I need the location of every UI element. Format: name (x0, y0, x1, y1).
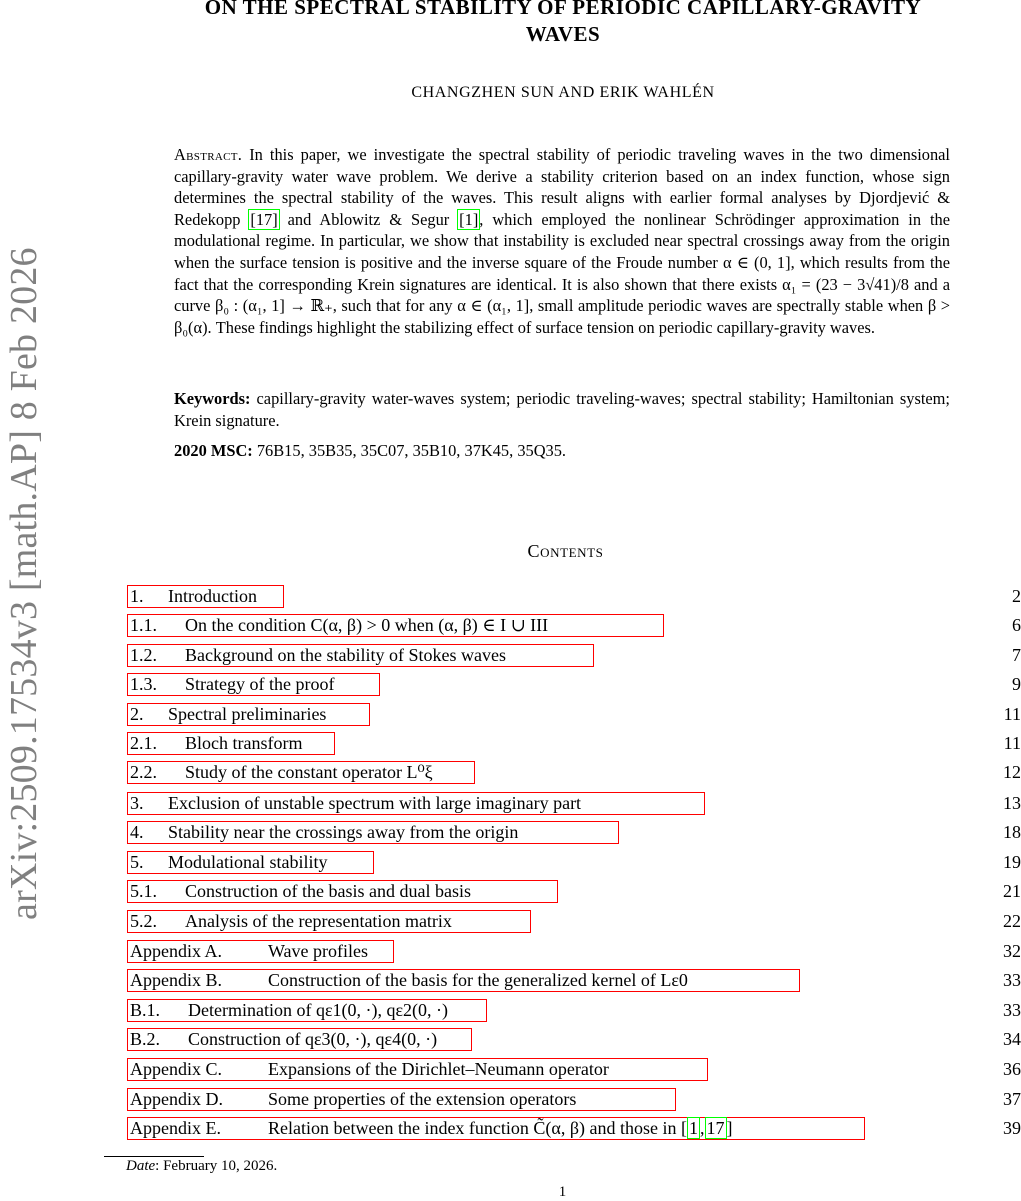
toc-page: 18 (1003, 822, 1021, 842)
toc-entry (127, 999, 1021, 1025)
toc-entry (127, 614, 1021, 640)
footnote-rule (104, 1156, 204, 1157)
toc-link[interactable]: B.1. Determination of qε1(0, ·), qε2(0, ·) (127, 999, 487, 1022)
toc-link[interactable]: Appendix B. Construction of the basis for the generalized kernel of Lε0 (127, 969, 800, 992)
toc-link[interactable]: 5.1. Construction of the basis and dual basis (127, 880, 558, 903)
toc-page: 12 (1003, 762, 1021, 782)
toc-entry (127, 761, 1021, 787)
toc-page: 11 (1003, 733, 1021, 753)
toc-page: 13 (1003, 793, 1021, 813)
toc-page: 11 (1003, 704, 1021, 724)
footnote-text: : February 10, 2026. (155, 1158, 278, 1174)
toc-page: 19 (1003, 852, 1021, 872)
toc-page: 6 (1012, 615, 1021, 635)
toc-entry (127, 969, 1021, 995)
toc-entry (127, 821, 1021, 847)
toc-link[interactable]: 4. Stability near the crossings away from the origin (127, 821, 619, 844)
citation-1[interactable]: 1 (689, 1118, 698, 1138)
toc-entry (127, 644, 1021, 670)
toc-page: 7 (1012, 645, 1021, 665)
toc-entry (127, 792, 1021, 818)
toc-page: 2 (1012, 586, 1021, 606)
citation-1[interactable]: [1] (459, 209, 479, 229)
toc-page: 36 (1003, 1059, 1021, 1079)
toc-link[interactable]: B.2. Construction of qε3(0, ·), qε4(0, ·) (127, 1028, 472, 1051)
title-line-2: WAVES (525, 22, 601, 46)
toc-link[interactable]: 5.2. Analysis of the representation matrix (127, 910, 531, 933)
toc-link[interactable]: 3. Exclusion of unstable spectrum with large imaginary part (127, 792, 705, 815)
page-number: 1 (558, 1184, 567, 1200)
citation-17[interactable]: [17] (250, 209, 278, 229)
authors: CHANGZHEN SUN AND ERIK WAHLÉN (411, 84, 715, 101)
toc-entry (127, 732, 1021, 758)
msc-codes (174, 440, 950, 462)
toc-link[interactable]: 1.1. On the condition C(α, β) > 0 when (α, β) ∈ I ∪ III (127, 614, 664, 637)
toc-page: 32 (1003, 941, 1021, 961)
contents-heading: Contents (527, 541, 604, 561)
toc-entry (127, 1058, 1021, 1084)
footnote-label: Date (126, 1158, 156, 1174)
toc-page: 33 (1003, 970, 1021, 990)
toc-link[interactable]: 1.3. Strategy of the proof (127, 673, 380, 696)
toc-link[interactable]: 1. Introduction (127, 585, 284, 608)
toc-entry (127, 1028, 1021, 1054)
msc-text: 76B15, 35B35, 35C07, 35B10, 37K45, 35Q35. (252, 441, 567, 460)
toc-link[interactable]: 2.2. Study of the constant operator L⁰ξ (127, 761, 475, 784)
toc-link[interactable]: Appendix A. Wave profiles (127, 940, 394, 963)
arxiv-stamp: arXiv:2509.17534v3 [math.AP] 8 Feb 2026 (3, 247, 45, 920)
toc-entry (127, 880, 1021, 906)
toc-page: 21 (1003, 881, 1021, 901)
toc-entry (127, 851, 1021, 877)
title-line-1: ON THE SPECTRAL STABILITY OF PERIODIC CAPILLARY-GRAVITY (204, 0, 922, 19)
toc-link[interactable]: 5. Modulational stability (127, 851, 374, 874)
toc-entry (127, 1088, 1021, 1114)
toc-page: 33 (1003, 1000, 1021, 1020)
keywords-text: capillary-gravity water-waves system; periodic traveling-waves; spectral stability; Hamiltonian system; Krein signature. (174, 389, 950, 430)
citation-17[interactable]: 17 (706, 1118, 725, 1138)
abstract-text-2: and Ablowitz & Segur (278, 209, 459, 229)
abstract-text-3: , which employed the nonlinear Schrödinger approximation in the modulational regime. In particular, we show that instability is excluded near spectral crossings away from the origin when the surface tension is positive and the inverse square of the Froude number α ∈ (0, 1], which results from the fact that the corresponding Krein signatures are identical. It is also shown that there exists α₁ = (23 − 3√41)/8 and a curve β₀ : (α₁, 1] → ℝ₊, such that for any α ∈ (α₁, 1], small amplitude periodic waves are spectrally stable when β > β₀(α). These findings highlight the stabilizing effect of surface tension on periodic capillary-gravity waves. (174, 209, 950, 337)
footnote-date (126, 1158, 277, 1175)
toc-link[interactable]: Appendix E. Relation between the index function C̃(α, β) and those in [ 1 , 17 ] (127, 1117, 865, 1140)
toc-page: 34 (1003, 1029, 1021, 1049)
toc-link[interactable]: 2.1. Bloch transform (127, 732, 335, 755)
keywords-label: Keywords: (174, 389, 251, 408)
abstract-label: Abstract. (174, 145, 243, 164)
paper-title (110, 0, 1016, 48)
msc-label: 2020 MSC: (174, 441, 253, 460)
toc-page: 22 (1003, 911, 1021, 931)
toc-page: 39 (1003, 1118, 1021, 1138)
abstract-text: In this paper, we investigate the spectral stability of periodic traveling waves in the two dimensional capillary-gravity water wave problem. We derive a stability criterion based on an index function, whose sign determines the spectral stability of the waves. This result aligns with earlier formal analyses by Djordjević & Redekopp (174, 145, 950, 229)
toc-link[interactable]: Appendix D. Some properties of the extension operators (127, 1088, 676, 1111)
toc-entry (127, 585, 1021, 611)
toc-link[interactable]: Appendix C. Expansions of the Dirichlet–Neumann operator (127, 1058, 708, 1081)
toc-link[interactable]: 2. Spectral preliminaries (127, 703, 370, 726)
abstract (174, 144, 950, 338)
toc-entry (127, 1117, 1021, 1143)
toc-page: 9 (1012, 674, 1021, 694)
keywords (174, 388, 950, 431)
toc-page: 37 (1003, 1089, 1021, 1109)
toc-link[interactable]: 1.2. Background on the stability of Stokes waves (127, 644, 594, 667)
toc-entry (127, 703, 1021, 729)
toc-entry (127, 910, 1021, 936)
toc-entry (127, 940, 1021, 966)
toc-entry (127, 673, 1021, 699)
